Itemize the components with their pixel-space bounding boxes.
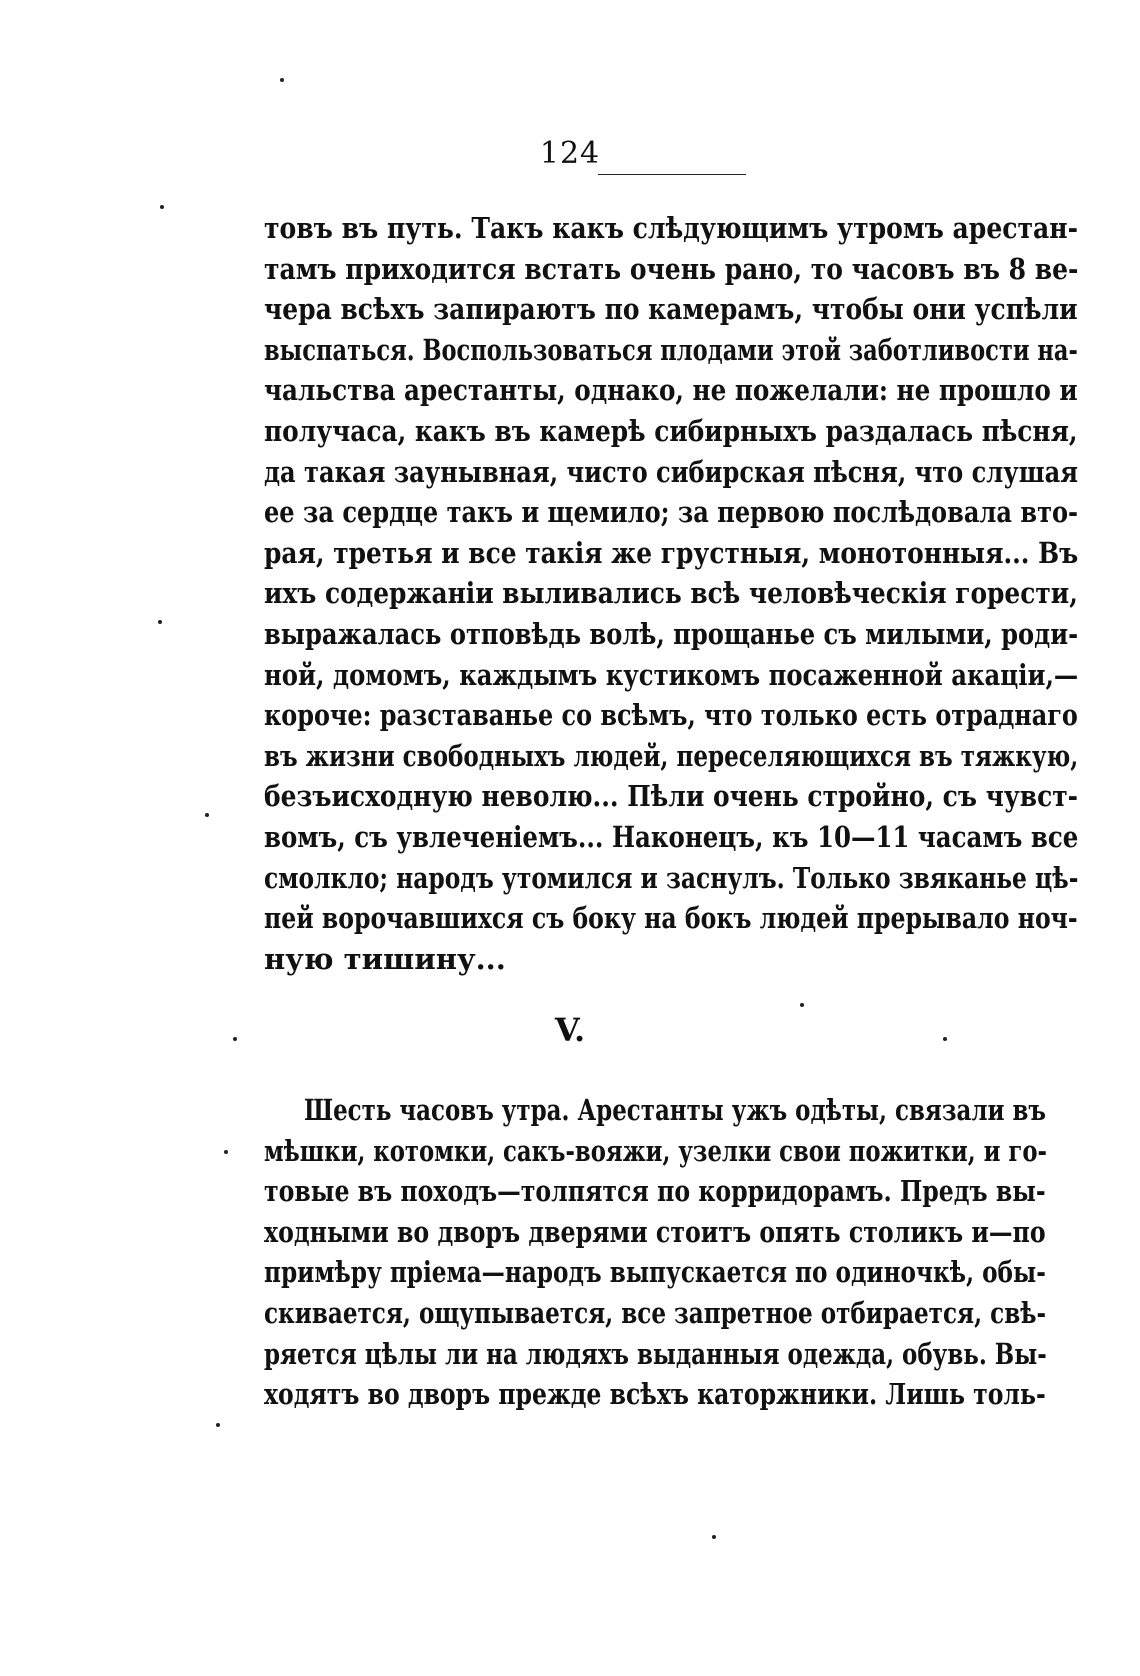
text-line: примѣру пріема—народъ выпускается по одиночкѣ, обы- xyxy=(264,1255,1046,1290)
paragraph-2 xyxy=(264,1090,1078,1415)
text-line: товъ въ путь. Такъ какъ слѣдующимъ утромъ арестан- xyxy=(264,211,1079,245)
scan-speck xyxy=(280,78,284,82)
scan-speck xyxy=(712,1535,716,1539)
text-line: ходятъ во дворъ прежде всѣхъ каторжники. Лишь толь- xyxy=(264,1377,1046,1412)
text-line: короче: разставанье со всѣмъ, что только есть отраднаго xyxy=(264,698,1078,733)
scan-speck xyxy=(205,813,209,817)
text-line: чальства арестанты, однако, не пожелали: не прошло и xyxy=(264,373,1078,408)
text-line: вомъ, съ увлеченіемъ... Наконецъ, къ 10—11 часамъ все xyxy=(264,819,1079,854)
text-line: въ жизни свободныхъ людей, переселяющихся въ тяжкую, xyxy=(264,738,1079,773)
text-line: чера всѣхъ запираютъ по камерамъ, чтобы они успѣли xyxy=(264,292,1078,327)
text-line: да такая заунывная, чисто сибирская пѣсня, что слушая xyxy=(264,454,1078,489)
text-line: получаса, какъ въ камерѣ сибирныхъ раздалась пѣсня, xyxy=(264,413,1078,448)
scan-speck xyxy=(224,1150,228,1154)
paragraph-1 xyxy=(264,208,1078,979)
text-line: тамъ приходится встать очень рано, то часовъ въ 8 ве- xyxy=(264,251,1079,286)
text-line: ряется цѣлы ли на людяхъ выданныя одежда, обувь. Вы- xyxy=(264,1336,1047,1371)
text-line: ихъ содержаніи выливались всѣ человѣческія горести, xyxy=(264,576,1078,611)
scan-speck xyxy=(943,1037,947,1041)
text-line: смолкло; народъ утомился и заснулъ. Только звяканье цѣ- xyxy=(264,860,1079,895)
scan-speck xyxy=(800,1003,804,1007)
page-number: 124 xyxy=(539,136,601,171)
text-line: мѣшки, котомки, сакъ-вояжи, узелки свои пожитки, и го- xyxy=(264,1133,1047,1168)
text-line: ной, домомъ, каждымъ кустикомъ посаженной акаціи,— xyxy=(264,657,1079,692)
text-line: товые въ походъ—толпятся по корридорамъ. Предъ вы- xyxy=(264,1174,1046,1209)
text-line: ходными во дворъ дверями стоитъ опять столикъ и—по xyxy=(264,1214,1046,1249)
scan-speck xyxy=(158,620,162,624)
text-line: рая, третья и все такія же грустныя, монотонныя... Въ xyxy=(264,535,1079,570)
text-line: безъисходную неволю... Пѣли очень стройно, съ чувст- xyxy=(264,779,1079,814)
chapter-heading: V. xyxy=(554,1011,586,1049)
page-number-rule xyxy=(598,174,746,175)
text-line: пей ворочавшихся съ боку на бокъ людей прерывало ноч- xyxy=(264,901,1078,936)
scan-speck xyxy=(233,1037,237,1041)
text-line: выспаться. Воспользоваться плодами этой заботливости на- xyxy=(264,332,1078,367)
text-line: ее за сердце такъ и щемило; за первою послѣдовала вто- xyxy=(264,495,1079,530)
text-line: скивается, ощупывается, все запретное отбирается, свѣ- xyxy=(264,1295,1047,1330)
text-line: ную тишину... xyxy=(264,941,506,976)
scan-speck xyxy=(160,205,164,209)
text-line: выражалась отповѣдь волѣ, прощанье съ милыми, роди- xyxy=(264,616,1079,651)
scan-speck xyxy=(216,1423,220,1427)
text-line: Шесть часовъ утра. Арестанты ужъ одѣты, связали въ xyxy=(304,1093,1047,1127)
